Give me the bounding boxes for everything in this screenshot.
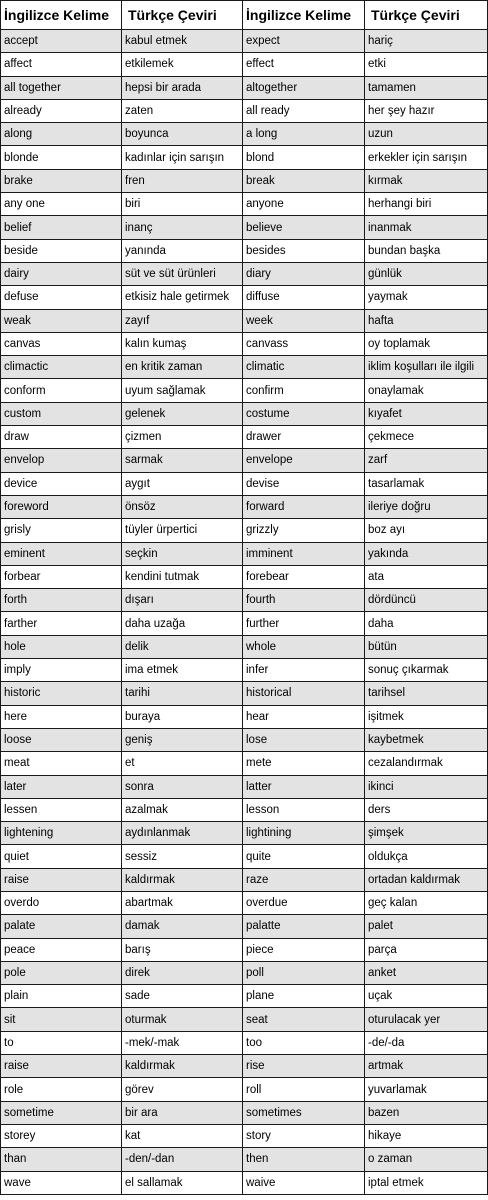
cell-english-word-1: weak — [1, 309, 122, 332]
cell-english-word-1: conform — [1, 379, 122, 402]
cell-english-word-1: raise — [1, 1055, 122, 1078]
cell-turkish-translation-1: kat — [122, 1124, 243, 1147]
cell-turkish-translation-2: dördüncü — [365, 589, 488, 612]
cell-turkish-translation-1: buraya — [122, 705, 243, 728]
header-turkish-translation-2: Türkçe Çeviri — [365, 1, 488, 30]
cell-english-word-2: lesson — [243, 798, 365, 821]
table-row — [1, 728, 488, 751]
cell-english-word-2: seat — [243, 1008, 365, 1031]
cell-english-word-1: climactic — [1, 356, 122, 379]
cell-english-word-1: eminent — [1, 542, 122, 565]
cell-turkish-translation-2: şimşek — [365, 822, 488, 845]
table-row — [1, 891, 488, 914]
cell-turkish-translation-1: et — [122, 752, 243, 775]
cell-english-word-1: lightening — [1, 822, 122, 845]
cell-turkish-translation-1: ima etmek — [122, 659, 243, 682]
cell-english-word-1: role — [1, 1078, 122, 1101]
table-row — [1, 239, 488, 262]
cell-english-word-2: costume — [243, 402, 365, 425]
cell-turkish-translation-2: inanmak — [365, 216, 488, 239]
table-row — [1, 76, 488, 99]
table-row — [1, 332, 488, 355]
cell-english-word-2: too — [243, 1031, 365, 1054]
cell-turkish-translation-1: barış — [122, 938, 243, 961]
table-row — [1, 426, 488, 449]
header-turkish-translation-1: Türkçe Çeviri — [122, 1, 243, 30]
cell-turkish-translation-1: çizmen — [122, 426, 243, 449]
cell-english-word-2: further — [243, 612, 365, 635]
table-row — [1, 169, 488, 192]
cell-english-word-1: blonde — [1, 146, 122, 169]
cell-english-word-1: quiet — [1, 845, 122, 868]
cell-english-word-1: beside — [1, 239, 122, 262]
cell-english-word-1: lessen — [1, 798, 122, 821]
table-row — [1, 449, 488, 472]
cell-english-word-2: infer — [243, 659, 365, 682]
table-row — [1, 635, 488, 658]
cell-turkish-translation-1: kendini tutmak — [122, 565, 243, 588]
cell-english-word-1: affect — [1, 53, 122, 76]
table-row — [1, 519, 488, 542]
header-row — [1, 1, 488, 30]
cell-turkish-translation-2: kaybetmek — [365, 728, 488, 751]
cell-turkish-translation-1: sonra — [122, 775, 243, 798]
cell-turkish-translation-1: abartmak — [122, 891, 243, 914]
table-row — [1, 262, 488, 285]
cell-english-word-2: rise — [243, 1055, 365, 1078]
cell-turkish-translation-1: önsöz — [122, 495, 243, 518]
cell-turkish-translation-2: uzun — [365, 123, 488, 146]
cell-english-word-2: poll — [243, 961, 365, 984]
cell-english-word-1: brake — [1, 169, 122, 192]
cell-turkish-translation-2: kırmak — [365, 169, 488, 192]
cell-turkish-translation-2: ikinci — [365, 775, 488, 798]
table-row — [1, 1055, 488, 1078]
cell-english-word-1: meat — [1, 752, 122, 775]
cell-english-word-1: forbear — [1, 565, 122, 588]
cell-turkish-translation-1: geniş — [122, 728, 243, 751]
cell-english-word-2: palatte — [243, 915, 365, 938]
cell-turkish-translation-2: bundan başka — [365, 239, 488, 262]
cell-english-word-1: canvas — [1, 332, 122, 355]
table-row — [1, 402, 488, 425]
cell-english-word-1: any one — [1, 193, 122, 216]
cell-english-word-1: envelop — [1, 449, 122, 472]
table-row — [1, 938, 488, 961]
cell-turkish-translation-1: -mek/-mak — [122, 1031, 243, 1054]
cell-turkish-translation-1: etkisiz hale getirmek — [122, 286, 243, 309]
cell-turkish-translation-2: günlük — [365, 262, 488, 285]
cell-english-word-1: palate — [1, 915, 122, 938]
cell-english-word-2: envelope — [243, 449, 365, 472]
cell-english-word-2: week — [243, 309, 365, 332]
cell-english-word-2: drawer — [243, 426, 365, 449]
cell-turkish-translation-2: yuvarlamak — [365, 1078, 488, 1101]
cell-english-word-1: peace — [1, 938, 122, 961]
table-row — [1, 356, 488, 379]
table-row — [1, 705, 488, 728]
cell-english-word-2: devise — [243, 472, 365, 495]
table-row — [1, 1078, 488, 1101]
cell-english-word-1: plain — [1, 985, 122, 1008]
cell-turkish-translation-1: aygıt — [122, 472, 243, 495]
table-row — [1, 612, 488, 635]
cell-turkish-translation-1: tüyler ürpertici — [122, 519, 243, 542]
cell-turkish-translation-1: daha uzağa — [122, 612, 243, 635]
cell-turkish-translation-2: tamamen — [365, 76, 488, 99]
cell-turkish-translation-1: dışarı — [122, 589, 243, 612]
table-row — [1, 682, 488, 705]
cell-turkish-translation-2: oturulacak yer — [365, 1008, 488, 1031]
table-row — [1, 216, 488, 239]
table-row — [1, 309, 488, 332]
cell-turkish-translation-2: kıyafet — [365, 402, 488, 425]
table-row — [1, 1148, 488, 1171]
cell-turkish-translation-1: inanç — [122, 216, 243, 239]
cell-turkish-translation-1: süt ve süt ürünleri — [122, 262, 243, 285]
cell-english-word-1: overdo — [1, 891, 122, 914]
cell-english-word-2: climatic — [243, 356, 365, 379]
cell-turkish-translation-1: delik — [122, 635, 243, 658]
cell-turkish-translation-1: biri — [122, 193, 243, 216]
cell-english-word-2: hear — [243, 705, 365, 728]
cell-turkish-translation-1: tarihi — [122, 682, 243, 705]
cell-turkish-translation-1: azalmak — [122, 798, 243, 821]
cell-english-word-2: historical — [243, 682, 365, 705]
cell-turkish-translation-1: hepsi bir arada — [122, 76, 243, 99]
cell-english-word-1: sometime — [1, 1101, 122, 1124]
cell-english-word-1: sit — [1, 1008, 122, 1031]
cell-english-word-2: all ready — [243, 99, 365, 122]
cell-english-word-1: later — [1, 775, 122, 798]
cell-turkish-translation-1: yanında — [122, 239, 243, 262]
cell-turkish-translation-2: ortadan kaldırmak — [365, 868, 488, 891]
cell-english-word-2: besides — [243, 239, 365, 262]
table-row — [1, 286, 488, 309]
cell-turkish-translation-2: yakında — [365, 542, 488, 565]
table-row — [1, 985, 488, 1008]
cell-english-word-2: anyone — [243, 193, 365, 216]
cell-turkish-translation-2: yaymak — [365, 286, 488, 309]
cell-english-word-1: to — [1, 1031, 122, 1054]
cell-turkish-translation-1: boyunca — [122, 123, 243, 146]
cell-english-word-2: overdue — [243, 891, 365, 914]
table-body — [1, 30, 488, 1195]
cell-turkish-translation-1: -den/-dan — [122, 1148, 243, 1171]
cell-english-word-1: dairy — [1, 262, 122, 285]
cell-turkish-translation-2: -de/-da — [365, 1031, 488, 1054]
cell-turkish-translation-1: gelenek — [122, 402, 243, 425]
cell-turkish-translation-1: seçkin — [122, 542, 243, 565]
table-row — [1, 1171, 488, 1194]
cell-turkish-translation-2: boz ayı — [365, 519, 488, 542]
cell-turkish-translation-2: iptal etmek — [365, 1171, 488, 1194]
cell-english-word-2: believe — [243, 216, 365, 239]
cell-english-word-2: roll — [243, 1078, 365, 1101]
cell-english-word-1: draw — [1, 426, 122, 449]
table-row — [1, 379, 488, 402]
cell-turkish-translation-2: o zaman — [365, 1148, 488, 1171]
table-row — [1, 99, 488, 122]
cell-english-word-1: pole — [1, 961, 122, 984]
cell-english-word-2: sometimes — [243, 1101, 365, 1124]
cell-turkish-translation-1: oturmak — [122, 1008, 243, 1031]
cell-english-word-2: piece — [243, 938, 365, 961]
cell-turkish-translation-2: sonuç çıkarmak — [365, 659, 488, 682]
cell-turkish-translation-2: erkekler için sarışın — [365, 146, 488, 169]
cell-turkish-translation-2: zarf — [365, 449, 488, 472]
table-row — [1, 30, 488, 53]
cell-turkish-translation-1: aydınlanmak — [122, 822, 243, 845]
table-row — [1, 53, 488, 76]
table-row — [1, 565, 488, 588]
table-row — [1, 589, 488, 612]
cell-english-word-2: quite — [243, 845, 365, 868]
cell-turkish-translation-2: ata — [365, 565, 488, 588]
cell-turkish-translation-2: hariç — [365, 30, 488, 53]
cell-english-word-2: story — [243, 1124, 365, 1147]
cell-turkish-translation-2: ders — [365, 798, 488, 821]
cell-turkish-translation-2: daha — [365, 612, 488, 635]
cell-turkish-translation-2: uçak — [365, 985, 488, 1008]
cell-english-word-2: imminent — [243, 542, 365, 565]
cell-turkish-translation-1: zayıf — [122, 309, 243, 332]
table-row — [1, 915, 488, 938]
cell-english-word-2: blond — [243, 146, 365, 169]
cell-english-word-2: diary — [243, 262, 365, 285]
cell-turkish-translation-1: görev — [122, 1078, 243, 1101]
cell-english-word-2: diffuse — [243, 286, 365, 309]
cell-turkish-translation-1: kabul etmek — [122, 30, 243, 53]
table-row — [1, 659, 488, 682]
cell-turkish-translation-2: işitmek — [365, 705, 488, 728]
cell-english-word-2: a long — [243, 123, 365, 146]
cell-english-word-1: grisly — [1, 519, 122, 542]
table-row — [1, 822, 488, 845]
cell-english-word-2: forward — [243, 495, 365, 518]
cell-english-word-1: imply — [1, 659, 122, 682]
cell-english-word-2: latter — [243, 775, 365, 798]
header-english-word-1: İngilizce Kelime — [1, 1, 122, 30]
cell-turkish-translation-1: damak — [122, 915, 243, 938]
cell-english-word-2: canvass — [243, 332, 365, 355]
cell-turkish-translation-1: sarmak — [122, 449, 243, 472]
header-english-word-2: İngilizce Kelime — [243, 1, 365, 30]
cell-english-word-2: plane — [243, 985, 365, 1008]
cell-turkish-translation-2: palet — [365, 915, 488, 938]
cell-english-word-1: storey — [1, 1124, 122, 1147]
cell-english-word-2: lose — [243, 728, 365, 751]
cell-english-word-2: expect — [243, 30, 365, 53]
table-row — [1, 472, 488, 495]
cell-english-word-1: defuse — [1, 286, 122, 309]
cell-english-word-1: here — [1, 705, 122, 728]
cell-english-word-2: altogether — [243, 76, 365, 99]
cell-turkish-translation-2: bazen — [365, 1101, 488, 1124]
cell-english-word-1: raise — [1, 868, 122, 891]
table-row — [1, 961, 488, 984]
cell-turkish-translation-2: anket — [365, 961, 488, 984]
cell-english-word-2: mete — [243, 752, 365, 775]
cell-english-word-2: lightining — [243, 822, 365, 845]
table-row — [1, 542, 488, 565]
cell-turkish-translation-2: bütün — [365, 635, 488, 658]
cell-turkish-translation-2: artmak — [365, 1055, 488, 1078]
cell-turkish-translation-2: parça — [365, 938, 488, 961]
cell-english-word-1: device — [1, 472, 122, 495]
cell-turkish-translation-1: bir ara — [122, 1101, 243, 1124]
table-row — [1, 1008, 488, 1031]
table-row — [1, 798, 488, 821]
cell-turkish-translation-2: oy toplamak — [365, 332, 488, 355]
cell-turkish-translation-2: oldukça — [365, 845, 488, 868]
cell-english-word-1: accept — [1, 30, 122, 53]
cell-turkish-translation-1: kadınlar için sarışın — [122, 146, 243, 169]
table-row — [1, 775, 488, 798]
table-row — [1, 845, 488, 868]
cell-english-word-2: fourth — [243, 589, 365, 612]
cell-turkish-translation-1: el sallamak — [122, 1171, 243, 1194]
cell-english-word-2: break — [243, 169, 365, 192]
cell-turkish-translation-1: uyum sağlamak — [122, 379, 243, 402]
cell-turkish-translation-1: sade — [122, 985, 243, 1008]
table-row — [1, 752, 488, 775]
cell-turkish-translation-2: çekmece — [365, 426, 488, 449]
cell-english-word-1: belief — [1, 216, 122, 239]
cell-turkish-translation-1: etkilemek — [122, 53, 243, 76]
cell-english-word-1: along — [1, 123, 122, 146]
cell-english-word-1: already — [1, 99, 122, 122]
cell-english-word-2: confirm — [243, 379, 365, 402]
cell-turkish-translation-2: hikaye — [365, 1124, 488, 1147]
cell-english-word-2: effect — [243, 53, 365, 76]
cell-turkish-translation-2: geç kalan — [365, 891, 488, 914]
cell-turkish-translation-2: tarihsel — [365, 682, 488, 705]
cell-english-word-1: hole — [1, 635, 122, 658]
cell-turkish-translation-2: herhangi biri — [365, 193, 488, 216]
table-row — [1, 123, 488, 146]
cell-english-word-1: all together — [1, 76, 122, 99]
table-row — [1, 495, 488, 518]
cell-english-word-1: loose — [1, 728, 122, 751]
cell-english-word-1: historic — [1, 682, 122, 705]
cell-turkish-translation-2: etki — [365, 53, 488, 76]
table-row — [1, 193, 488, 216]
cell-english-word-1: farther — [1, 612, 122, 635]
cell-turkish-translation-2: cezalandırmak — [365, 752, 488, 775]
cell-english-word-2: raze — [243, 868, 365, 891]
cell-english-word-2: waive — [243, 1171, 365, 1194]
cell-english-word-1: custom — [1, 402, 122, 425]
cell-turkish-translation-1: en kritik zaman — [122, 356, 243, 379]
table-row — [1, 1031, 488, 1054]
table-row — [1, 146, 488, 169]
table-row — [1, 1101, 488, 1124]
cell-english-word-1: foreword — [1, 495, 122, 518]
cell-turkish-translation-1: zaten — [122, 99, 243, 122]
cell-turkish-translation-1: fren — [122, 169, 243, 192]
cell-turkish-translation-1: sessiz — [122, 845, 243, 868]
cell-turkish-translation-2: her şey hazır — [365, 99, 488, 122]
cell-english-word-2: whole — [243, 635, 365, 658]
cell-english-word-2: grizzly — [243, 519, 365, 542]
cell-english-word-1: forth — [1, 589, 122, 612]
cell-turkish-translation-1: kaldırmak — [122, 868, 243, 891]
cell-turkish-translation-2: hafta — [365, 309, 488, 332]
cell-english-word-1: than — [1, 1148, 122, 1171]
cell-english-word-2: forebear — [243, 565, 365, 588]
cell-turkish-translation-2: iklim koşulları ile ilgili — [365, 356, 488, 379]
table-row — [1, 868, 488, 891]
table-row — [1, 1124, 488, 1147]
cell-turkish-translation-2: tasarlamak — [365, 472, 488, 495]
cell-turkish-translation-2: ileriye doğru — [365, 495, 488, 518]
cell-turkish-translation-1: kaldırmak — [122, 1055, 243, 1078]
cell-english-word-1: wave — [1, 1171, 122, 1194]
cell-turkish-translation-1: kalın kumaş — [122, 332, 243, 355]
cell-turkish-translation-2: onaylamak — [365, 379, 488, 402]
cell-turkish-translation-1: direk — [122, 961, 243, 984]
cell-english-word-2: then — [243, 1148, 365, 1171]
